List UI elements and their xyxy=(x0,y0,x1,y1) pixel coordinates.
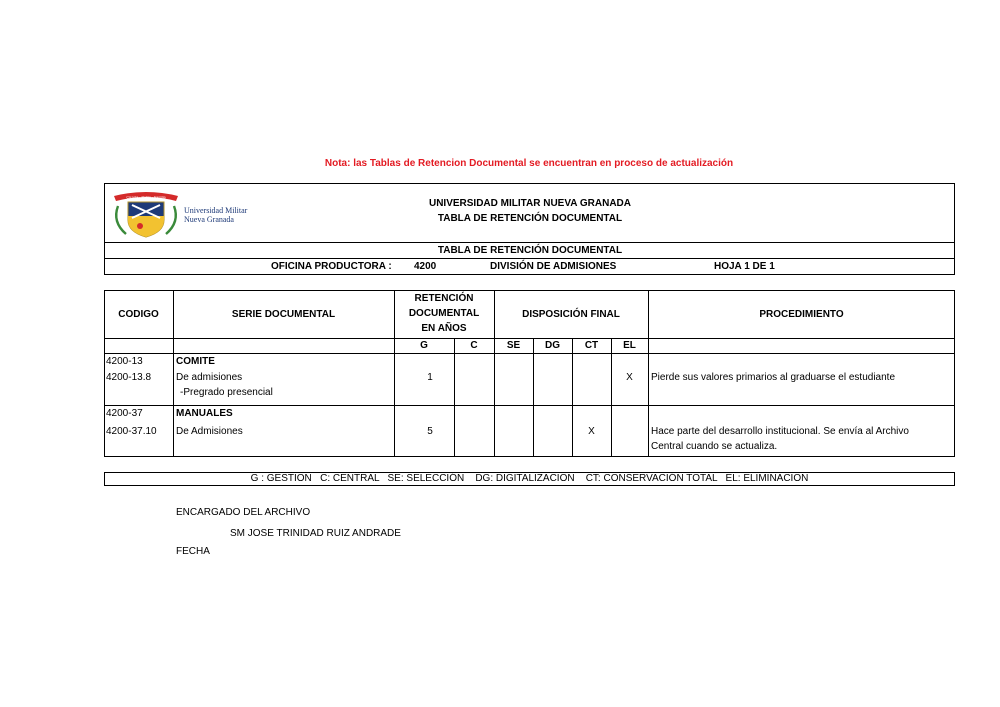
procedure-text-line1: Hace parte del desarrollo institucional. Se envía al Archivo xyxy=(651,426,909,437)
logo-ribbon-text: Ciencia · Patria · Familia xyxy=(126,195,166,200)
col-header-retencion-2: DOCUMENTAL xyxy=(408,308,480,319)
date-label: FECHA xyxy=(176,546,210,557)
table-col-line xyxy=(572,338,573,457)
office-label: OFICINA PRODUCTORA : xyxy=(271,261,392,272)
legend-text: G : GESTION C: CENTRAL SE: SELECCIÓN DG: DIGITALIZACION CT: CONSERVACIÓN TOTAL EL: ELIMINACION xyxy=(250,473,809,484)
disposition-el-mark: X xyxy=(626,372,633,383)
office-code: 4200 xyxy=(414,261,437,272)
subseries-name-detail: -Pregrado presencial xyxy=(180,387,273,398)
series-code: 4200-13 xyxy=(106,356,143,367)
subseries-code: 4200-37.10 xyxy=(106,426,157,437)
sub-header-se: SE xyxy=(506,340,521,351)
table-line xyxy=(104,405,955,406)
retention-g-value: 1 xyxy=(427,372,433,383)
sub-header-el: EL xyxy=(623,340,636,351)
table-col-line xyxy=(533,338,534,457)
archive-manager-name: SM JOSE TRINIDAD RUIZ ANDRADE xyxy=(230,528,401,539)
subseries-name: De admisiones xyxy=(176,372,243,383)
sheet-number: HOJA 1 DE 1 xyxy=(714,261,775,272)
division-name: DIVISIÓN DE ADMISIONES xyxy=(490,261,617,272)
sub-header-g: G xyxy=(420,340,428,351)
series-code: 4200-37 xyxy=(106,408,143,419)
col-header-codigo: CODIGO xyxy=(118,308,159,320)
subseries-code: 4200-13.8 xyxy=(106,372,152,383)
col-header-disposicion: DISPOSICIÓN FINAL xyxy=(522,308,620,320)
table-title: TABLA DE RETENCIÓN DOCUMENTAL xyxy=(437,213,623,224)
table-col-line xyxy=(611,338,612,457)
sub-header-ct: CT xyxy=(584,340,599,351)
col-header-procedimiento: PROCEDIMIENTO xyxy=(759,308,844,320)
university-name: UNIVERSIDAD MILITAR NUEVA GRANADA xyxy=(428,198,632,209)
logo-text-line2: Nueva Granada xyxy=(184,215,234,224)
procedure-text-line2: Central cuando se actualiza. xyxy=(651,441,778,452)
series-name: MANUALES xyxy=(176,408,233,419)
table-col-line xyxy=(454,338,455,457)
retention-g-value: 5 xyxy=(427,426,433,437)
archive-manager-label: ENCARGADO DEL ARCHIVO xyxy=(176,507,311,518)
header-divider-2 xyxy=(104,258,955,259)
university-logo xyxy=(106,186,286,240)
update-note: Nota: las Tablas de Retencion Documental se encuentran en proceso de actualización xyxy=(324,158,734,169)
sub-header-dg: DG xyxy=(545,340,560,351)
logo-text-line1: Universidad Militar xyxy=(184,206,248,215)
header-divider xyxy=(104,242,955,243)
col-header-retencion-1: RETENCIÓN xyxy=(414,293,474,304)
procedure-text: Pierde sus valores primarios al graduarse el estudiante xyxy=(651,372,896,383)
disposition-ct-mark: X xyxy=(588,426,595,437)
table-line xyxy=(104,353,955,354)
series-name: COMITE xyxy=(176,356,215,367)
sub-header-c: C xyxy=(470,340,478,351)
title-bar: TABLA DE RETENCIÓN DOCUMENTAL xyxy=(437,245,623,256)
subseries-name: De Admisiones xyxy=(176,426,243,437)
col-header-retencion-3: EN AÑOS xyxy=(421,323,467,334)
col-header-serie: SERIE DOCUMENTAL xyxy=(231,308,336,320)
